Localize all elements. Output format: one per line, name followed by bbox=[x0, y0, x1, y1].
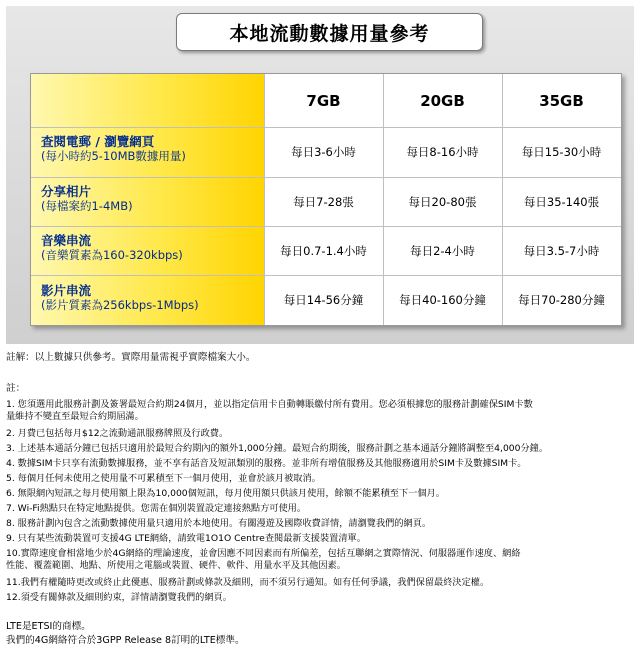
table-cell: 每日35-140張 bbox=[523, 195, 600, 209]
row-label-email-browsing bbox=[41, 134, 261, 164]
page-title: 本地流動數據用量參考 bbox=[176, 13, 483, 51]
note-item: 性能、覆蓋範圍、地點、所使用之電腦或裝置、硬件、軟件、用量水平及其他因素。 bbox=[6, 560, 346, 571]
note-item: 4. 數據SIM卡只享有流動數據服務，並不享有話音及短訊類別的服務。並非所有增值服務及其他服務適用於SIM卡及數據SIM卡。 bbox=[6, 458, 527, 469]
note-item: 3. 上述基本通話分鐘已包括只適用於最短合約期內的額外1,000分鐘。最短合約期後，服務計劃之基本通話分鐘將調整至4,000分鐘。 bbox=[6, 443, 549, 454]
row-label-subtitle: (影片質素為256kbps-1Mbps) bbox=[41, 298, 199, 312]
table-cell: 每日20-80張 bbox=[408, 195, 477, 209]
note-item: 6. 無限網內短訊之每月使用額上限為10,000個短訊，每月使用額只供該月使用，餘額不能累積至下一個月。 bbox=[6, 488, 445, 499]
row-label-photo-sharing bbox=[41, 184, 261, 214]
note-item: 2. 月費已包括每月$12之流動通訊服務牌照及行政費。 bbox=[6, 428, 229, 439]
notes-heading: 註： bbox=[6, 383, 26, 394]
table-cell: 每日0.7-1.4小時 bbox=[280, 244, 367, 258]
column-header-35gb: 35GB bbox=[539, 91, 584, 110]
row-label-subtitle: (音樂質素為160-320kbps) bbox=[41, 248, 183, 262]
table-cell: 每日14-56分鐘 bbox=[283, 293, 364, 307]
note-item: 7. Wi-Fi熱點只在特定地點提供。您需在個別裝置設定連接熱點方可使用。 bbox=[6, 503, 307, 514]
row-divider bbox=[31, 127, 621, 128]
row-divider bbox=[31, 226, 621, 227]
row-label-title: 查閱電郵 / 瀏覽網頁 bbox=[41, 134, 155, 149]
row-label-subtitle: (每小時約5-10MB數據用量) bbox=[41, 149, 186, 163]
note-item: 9. 只有某些流動裝置可支援4G LTE網絡，請致電1O1O Centre查閱最新支援裝置清單。 bbox=[6, 533, 366, 544]
column-header-20gb: 20GB bbox=[420, 91, 465, 110]
note-item: 11.我們有權隨時更改或終止此優惠、服務計劃或條款及細則，而不須另行通知。如有任何爭議，我們保留最終決定權。 bbox=[6, 577, 490, 588]
table-cell: 每日70-280分鐘 bbox=[518, 293, 605, 307]
footer-standard: 我們的4G網絡符合於3GPP Release 8訂明的LTE標準。 bbox=[6, 635, 245, 646]
table-cell: 每日3-6小時 bbox=[291, 145, 356, 159]
table-cell: 每日8-16小時 bbox=[406, 145, 479, 159]
table-cell: 每日15-30小時 bbox=[521, 145, 602, 159]
row-label-video-streaming bbox=[41, 283, 261, 313]
row-label-music-streaming bbox=[41, 233, 261, 263]
column-header-7gb: 7GB bbox=[306, 91, 341, 110]
note-item: 10.實際速度會相當地少於4G網絡的理論速度，並會因應不同因素而有所偏差，包括互聯網之實際情況、伺服器運作速度、網絡 bbox=[6, 548, 521, 559]
footer-trademark: LTE是ETSI的商標。 bbox=[6, 621, 91, 632]
row-divider bbox=[31, 275, 621, 276]
remark-text: 註解：以上數據只供參考。實際用量需視乎實際檔案大小。 bbox=[6, 352, 256, 363]
table-cell: 每日3.5-7小時 bbox=[523, 244, 600, 258]
note-item: 8. 服務計劃內包含之流動數據使用量只適用於本地使用。有關漫遊及國際收費詳情，請瀏覽我們的網頁。 bbox=[6, 518, 432, 529]
row-label-title: 分享相片 bbox=[41, 184, 92, 199]
table-cell: 每日2-4小時 bbox=[410, 244, 475, 258]
note-item: 1. 您須選用此服務計劃及簽署最短合約期24個月，並以指定信用卡自動轉賬繳付所有費用。您必須根據您的服務計劃確保SIM卡數 bbox=[6, 399, 533, 410]
row-label-title: 影片串流 bbox=[41, 283, 92, 298]
note-item: 12.須受有關條款及細則約束，詳情請瀏覽我們的網頁。 bbox=[6, 592, 232, 603]
table-cell: 每日40-160分鐘 bbox=[399, 293, 486, 307]
note-item: 5. 每個月任何未使用之使用量不可累積至下一個月使用，並會於該月被取消。 bbox=[6, 473, 321, 484]
row-label-subtitle: (每檔案約1-4MB) bbox=[41, 199, 133, 213]
row-divider bbox=[31, 177, 621, 178]
table-cell: 每日7-28張 bbox=[293, 195, 354, 209]
usage-panel bbox=[6, 6, 634, 344]
usage-table bbox=[30, 73, 622, 326]
row-label-title: 音樂串流 bbox=[41, 233, 92, 248]
note-item: 量維持不變直至最短合約期屆滿。 bbox=[6, 411, 144, 422]
